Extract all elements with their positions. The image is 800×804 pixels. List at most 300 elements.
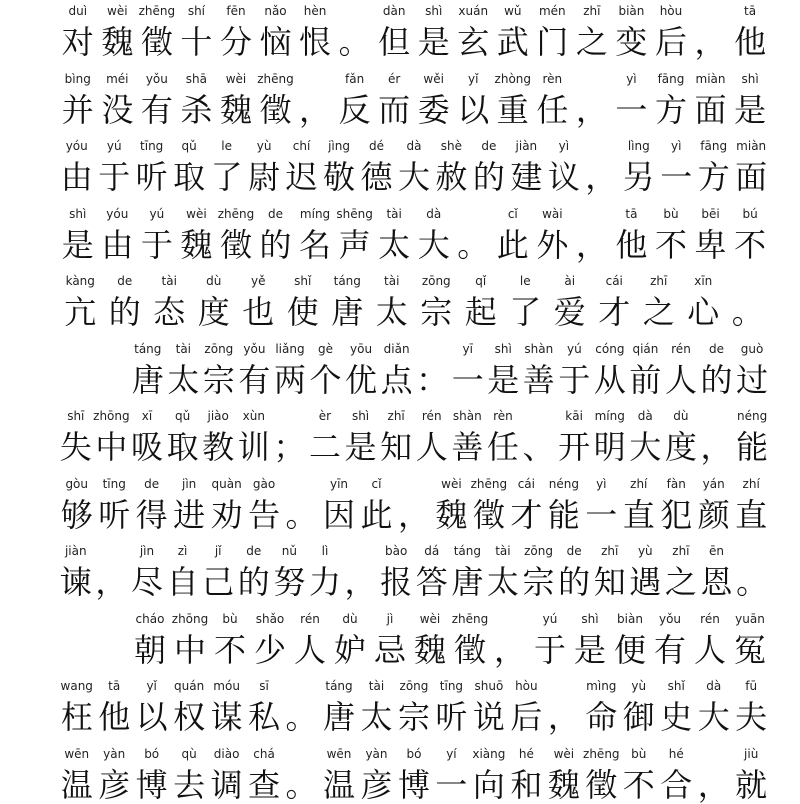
char-cell <box>620 477 657 533</box>
hanzi-character: 恼 <box>259 23 292 61</box>
char-cell <box>208 477 245 533</box>
pinyin-annotation: yōu <box>350 341 373 356</box>
char-cell <box>651 72 691 128</box>
hanzi-character: 善 <box>522 360 555 399</box>
hanzi-character: 德 <box>360 158 393 196</box>
hanzi-character: 谋 <box>210 698 243 736</box>
hanzi-character: 他 <box>734 23 767 61</box>
char-cell <box>137 207 177 263</box>
pinyin-annotation: diǎn <box>383 341 410 356</box>
hanzi-character: 分 <box>219 23 252 61</box>
hanzi-character: 大 <box>697 698 730 736</box>
punctuation-mark: ， <box>575 90 608 129</box>
pinyin-annotation: de <box>709 341 725 356</box>
char-cell <box>130 612 170 668</box>
pinyin-annotation: nǔ <box>281 544 297 558</box>
hanzi-character: 使 <box>286 293 319 331</box>
hanzi-character: 恩 <box>700 563 733 601</box>
char-cell <box>691 72 731 128</box>
char-cell <box>170 679 207 735</box>
hanzi-character: 的 <box>558 563 591 601</box>
pinyin-annotation: shì <box>581 611 599 626</box>
hanzi-character: 于 <box>98 158 131 196</box>
hanzi-character: 面 <box>694 90 727 129</box>
hanzi-character: 变 <box>615 23 648 61</box>
char-cell <box>470 747 507 803</box>
char-cell <box>545 139 582 195</box>
pinyin-annotation: tài <box>175 341 192 356</box>
char-cell <box>358 747 395 803</box>
pinyin-annotation: yóu <box>65 139 88 153</box>
char-cell <box>395 477 432 533</box>
pinyin-annotation: shè <box>440 139 463 153</box>
hanzi-character: 太 <box>167 360 200 399</box>
hanzi-character: 人 <box>415 428 448 466</box>
pinyin-annotation: zhī <box>672 544 690 558</box>
char-cell <box>237 342 273 398</box>
hanzi-character: 于 <box>558 360 591 399</box>
hanzi-character: 温 <box>323 765 356 804</box>
pinyin-annotation: fāng <box>700 139 728 153</box>
char-cell <box>208 139 245 195</box>
pinyin-annotation: ài <box>564 274 576 288</box>
char-cell <box>170 747 207 803</box>
text-line <box>58 72 770 128</box>
pinyin-annotation: tīng <box>140 139 164 153</box>
pinyin-annotation: quàn <box>211 476 242 491</box>
hanzi-character: 前 <box>629 360 662 399</box>
char-cell <box>320 477 357 533</box>
hanzi-character: 武 <box>496 23 529 61</box>
char-cell <box>216 72 256 128</box>
hanzi-character: 恨 <box>299 23 332 61</box>
hanzi-character: 魏 <box>547 765 580 804</box>
char-cell <box>508 139 545 195</box>
pinyin-annotation: xīn <box>694 274 713 288</box>
char-cell <box>307 544 343 600</box>
pinyin-annotation: dé <box>368 139 384 153</box>
punctuation-mark: 。 <box>736 563 769 601</box>
char-cell <box>283 679 320 735</box>
char-cell <box>690 612 730 668</box>
pinyin-annotation: rén <box>700 611 720 626</box>
pinyin-annotation: yú <box>106 139 122 153</box>
hanzi-character: 大 <box>417 225 450 264</box>
char-cell <box>236 409 272 465</box>
hanzi-character: 徵 <box>585 765 618 804</box>
char-cell <box>695 139 732 195</box>
char-cell <box>283 139 320 195</box>
hanzi-character: 敬 <box>323 158 356 196</box>
char-cell <box>637 274 682 330</box>
pinyin-annotation: tā <box>108 679 121 693</box>
hanzi-character: 尽 <box>130 563 163 601</box>
char-cell <box>283 477 320 533</box>
char-cell <box>663 342 699 398</box>
char-cell <box>628 342 664 398</box>
hanzi-character: 便 <box>613 630 646 669</box>
punctuation-mark: ， <box>493 630 526 669</box>
pinyin-annotation: xī <box>141 409 153 423</box>
char-cell <box>557 342 593 398</box>
hanzi-character: 忌 <box>373 630 406 669</box>
char-cell <box>216 207 256 263</box>
text-line <box>130 342 770 398</box>
pinyin-annotation: néng <box>548 476 579 491</box>
char-cell <box>545 679 582 735</box>
char-cell <box>450 409 486 465</box>
char-cell <box>133 747 170 803</box>
hanzi-character: 亢 <box>64 293 97 331</box>
char-cell <box>663 409 699 465</box>
char-cell <box>236 274 281 330</box>
char-cell <box>147 274 192 330</box>
hanzi-character: 外 <box>536 225 569 264</box>
pinyin-annotation: shēng <box>336 206 373 221</box>
char-cell <box>170 477 207 533</box>
hanzi-character: 此 <box>360 495 393 534</box>
char-cell <box>691 207 731 263</box>
pinyin-annotation: de <box>268 206 283 221</box>
char-cell <box>216 4 256 60</box>
pinyin-annotation: dà <box>706 679 722 693</box>
hanzi-character: 直 <box>735 495 768 534</box>
hanzi-character: 是 <box>487 360 520 399</box>
char-cell <box>320 679 357 735</box>
char-cell <box>450 342 486 398</box>
pinyin-annotation: gào <box>252 476 276 491</box>
char-cell <box>734 409 770 465</box>
char-cell <box>572 72 612 128</box>
pinyin-annotation: tài <box>384 274 400 288</box>
char-cell <box>732 747 769 803</box>
pinyin-annotation: lì <box>321 544 329 558</box>
pinyin-annotation: yóu <box>106 206 129 221</box>
char-cell <box>695 679 732 735</box>
pinyin-annotation: shì <box>69 206 87 221</box>
char-cell <box>612 4 652 60</box>
hanzi-character: 也 <box>242 293 275 331</box>
hanzi-character: 听 <box>135 158 168 196</box>
pinyin-annotation: dà <box>406 139 422 153</box>
hanzi-character: 个 <box>309 360 342 399</box>
char-cell <box>521 342 557 398</box>
pinyin-annotation: yù <box>631 679 647 693</box>
char-cell <box>295 207 335 263</box>
hanzi-character: 和 <box>510 765 543 804</box>
hanzi-character: 重 <box>496 90 529 129</box>
hanzi-character: 了 <box>210 158 243 196</box>
char-cell <box>583 477 620 533</box>
char-cell <box>95 747 132 803</box>
hanzi-character: 二 <box>308 428 341 466</box>
char-cell <box>433 747 470 803</box>
pinyin-annotation: míng <box>299 206 331 221</box>
char-cell <box>281 274 326 330</box>
hanzi-character: 是 <box>61 225 94 264</box>
pinyin-annotation: zhòng <box>494 71 532 86</box>
hanzi-character: 于 <box>533 630 566 669</box>
char-cell <box>256 4 296 60</box>
pinyin-annotation: tài <box>386 206 402 221</box>
pinyin-annotation: zhī <box>601 544 619 558</box>
pinyin-annotation: zhī <box>387 409 405 423</box>
hanzi-character: 太 <box>486 563 519 601</box>
pinyin-annotation: yǐ <box>468 71 479 86</box>
hanzi-character: 但 <box>378 23 411 61</box>
hanzi-character: 魏 <box>435 495 468 534</box>
pinyin-annotation: shàn <box>524 341 554 356</box>
hanzi-character: 大 <box>397 158 430 196</box>
pinyin-annotation: shǐ <box>667 679 685 693</box>
char-cell <box>358 139 395 195</box>
char-cell <box>612 207 652 263</box>
char-cell <box>730 4 770 60</box>
punctuation-mark: ， <box>694 23 727 61</box>
pinyin-annotation: yīn <box>329 476 349 491</box>
pinyin-annotation: yǒu <box>243 341 266 356</box>
pinyin-annotation: bù <box>631 746 647 761</box>
hanzi-character: 取 <box>166 428 199 466</box>
pinyin-annotation: bó <box>406 746 422 761</box>
hanzi-character: 说 <box>472 698 505 736</box>
pinyin-annotation: zōng <box>421 274 451 288</box>
char-cell <box>335 4 375 60</box>
hanzi-character: 的 <box>472 158 505 196</box>
text-line <box>58 4 770 60</box>
hanzi-character: 彦 <box>98 765 131 804</box>
punctuation-mark: 。 <box>731 293 764 331</box>
char-cell <box>379 342 415 398</box>
char-cell <box>493 4 533 60</box>
char-cell <box>490 612 530 668</box>
pinyin-annotation: dù <box>206 274 222 288</box>
char-cell <box>320 139 357 195</box>
char-cell <box>166 342 202 398</box>
hanzi-character: 不 <box>734 225 767 264</box>
punctuation-mark: 。 <box>285 495 318 534</box>
hanzi-character: 中 <box>173 630 206 669</box>
hanzi-character: 方 <box>697 158 730 196</box>
char-cell <box>290 612 330 668</box>
pinyin-annotation: shī <box>67 409 85 423</box>
pinyin-annotation: yù <box>637 544 653 558</box>
char-cell <box>530 612 570 668</box>
char-cell <box>335 207 375 263</box>
char-cell <box>177 72 217 128</box>
char-cell <box>651 4 691 60</box>
char-cell <box>485 342 521 398</box>
pinyin-annotation: táng <box>134 341 162 356</box>
hanzi-character: 优 <box>345 360 378 399</box>
char-cell <box>256 72 296 128</box>
hanzi-character: 听 <box>435 698 468 736</box>
pinyin-annotation: sī <box>259 679 269 693</box>
pinyin-annotation: cǐ <box>507 206 518 221</box>
pinyin-annotation: bào <box>384 544 408 558</box>
hanzi-character: 私 <box>248 698 281 736</box>
char-cell <box>734 544 770 600</box>
punctuation-mark: ， <box>397 495 430 534</box>
hanzi-character: 博 <box>397 765 430 804</box>
pinyin-annotation: jiàn <box>64 544 87 558</box>
char-cell <box>521 409 557 465</box>
char-cell <box>137 72 177 128</box>
char-cell <box>98 4 138 60</box>
punctuation-mark: 、 <box>522 428 555 466</box>
hanzi-character: 他 <box>98 698 131 736</box>
pinyin-annotation: yǒu <box>145 71 168 86</box>
hanzi-character: 另 <box>622 158 655 196</box>
char-cell <box>508 477 545 533</box>
hanzi-character: 力 <box>308 563 341 601</box>
pinyin-annotation: rèn <box>493 409 513 423</box>
hanzi-character: 是 <box>573 630 606 669</box>
char-cell <box>453 4 493 60</box>
pinyin-annotation: shā <box>185 71 208 86</box>
punctuation-mark: ； <box>273 428 306 466</box>
hanzi-character: 教 <box>202 428 235 466</box>
hanzi-character: 是 <box>344 428 377 466</box>
pinyin-annotation: jìn <box>182 476 197 491</box>
char-cell <box>485 544 521 600</box>
char-cell <box>103 274 148 330</box>
pinyin-annotation: gè <box>318 341 333 356</box>
char-cell <box>521 544 557 600</box>
hanzi-character: 迟 <box>285 158 318 196</box>
hanzi-character: 告 <box>248 495 281 534</box>
hanzi-character: 是 <box>417 23 450 61</box>
hanzi-character: 唐 <box>323 698 356 736</box>
pinyin-annotation: yú <box>149 206 165 221</box>
char-cell <box>433 139 470 195</box>
text-line <box>130 612 770 668</box>
char-cell <box>414 207 454 263</box>
pinyin-annotation: guò <box>740 341 764 356</box>
char-cell <box>493 207 533 263</box>
char-cell <box>133 679 170 735</box>
pinyin-annotation: shì <box>494 341 512 356</box>
hanzi-character: 合 <box>660 765 693 804</box>
hanzi-character: 任 <box>536 90 569 129</box>
pinyin-annotation: de <box>481 139 497 153</box>
hanzi-character: 朝 <box>133 630 166 669</box>
char-cell <box>734 342 770 398</box>
pinyin-annotation: yán <box>702 476 725 491</box>
pinyin-annotation: bēi <box>701 206 720 221</box>
pinyin-annotation: fū <box>745 679 758 693</box>
hanzi-character: 不 <box>213 630 246 669</box>
pinyin-annotation: néng <box>736 409 768 423</box>
char-cell <box>58 477 95 533</box>
char-cell <box>556 409 592 465</box>
pinyin-annotation: gòu <box>65 476 89 491</box>
hanzi-character: 心 <box>687 293 720 331</box>
pinyin-annotation: wài <box>542 206 563 221</box>
pinyin-annotation: tā <box>625 206 638 221</box>
hanzi-character: 徵 <box>472 495 505 534</box>
pinyin-annotation: zhēng <box>451 611 489 626</box>
pinyin-annotation: zōng <box>204 341 234 356</box>
pinyin-annotation: wèi <box>186 206 207 221</box>
hanzi-character: 唐 <box>331 293 364 331</box>
pinyin-annotation: jǐ <box>214 544 222 558</box>
pinyin-annotation: shì <box>351 409 370 423</box>
char-cell <box>210 612 250 668</box>
char-cell <box>548 274 593 330</box>
hanzi-character: 的 <box>108 293 141 331</box>
char-cell <box>470 139 507 195</box>
hanzi-character: 以 <box>457 90 490 129</box>
char-cell <box>583 679 620 735</box>
pinyin-annotation: zì <box>177 544 188 558</box>
pinyin-annotation: cǐ <box>371 476 382 491</box>
text-line <box>58 477 770 533</box>
char-cell <box>170 139 207 195</box>
pinyin-annotation: zhēng <box>583 746 620 761</box>
char-cell <box>453 207 493 263</box>
hanzi-character: 就 <box>735 765 768 804</box>
pinyin-annotation: wang <box>60 679 93 693</box>
hanzi-character: 不 <box>622 765 655 804</box>
hanzi-character: 御 <box>622 698 655 736</box>
char-cell <box>556 544 592 600</box>
pinyin-annotation: de <box>144 476 160 491</box>
hanzi-character: 他 <box>615 225 648 264</box>
pinyin-annotation: zōng <box>524 544 553 558</box>
punctuation-mark: ， <box>547 698 580 736</box>
char-cell <box>453 72 493 128</box>
char-cell <box>330 612 370 668</box>
punctuation-mark: ， <box>697 765 730 804</box>
hanzi-character: 能 <box>736 428 769 466</box>
hanzi-character: 失 <box>59 428 92 466</box>
pinyin-annotation: zhí <box>630 476 648 491</box>
pinyin-annotation: liǎng <box>275 341 305 356</box>
pinyin-annotation: wèi <box>419 611 441 626</box>
hanzi-character: 从 <box>593 360 626 399</box>
hanzi-character: 努 <box>273 563 306 601</box>
pinyin-annotation: rén <box>671 341 691 356</box>
pinyin-annotation: yì <box>596 476 607 491</box>
char-cell <box>129 544 165 600</box>
char-cell <box>414 72 454 128</box>
pinyin-annotation: shuō <box>474 679 504 693</box>
hanzi-character: 并 <box>61 90 94 129</box>
pinyin-annotation: yì <box>558 139 570 153</box>
pinyin-annotation: chí <box>292 139 311 153</box>
char-cell <box>414 409 450 465</box>
char-cell <box>545 477 582 533</box>
pinyin-annotation: bù <box>222 611 238 626</box>
punctuation-mark: 。 <box>285 765 318 804</box>
pinyin-annotation: cái <box>605 274 623 288</box>
pinyin-annotation: zhēng <box>138 4 176 18</box>
char-cell <box>658 477 695 533</box>
char-cell <box>730 612 770 668</box>
punctuation-mark: ， <box>575 225 608 264</box>
hanzi-character: 之 <box>664 563 697 601</box>
hanzi-character: 进 <box>173 495 206 534</box>
pinyin-annotation: jìn <box>139 544 155 558</box>
text-line <box>58 679 770 735</box>
pinyin-annotation: wèi <box>553 746 575 761</box>
char-cell <box>433 679 470 735</box>
pinyin-annotation: qù <box>181 746 197 761</box>
char-cell <box>370 274 415 330</box>
pinyin-annotation: nǎo <box>264 4 287 18</box>
pinyin-annotation: quán <box>174 679 205 693</box>
